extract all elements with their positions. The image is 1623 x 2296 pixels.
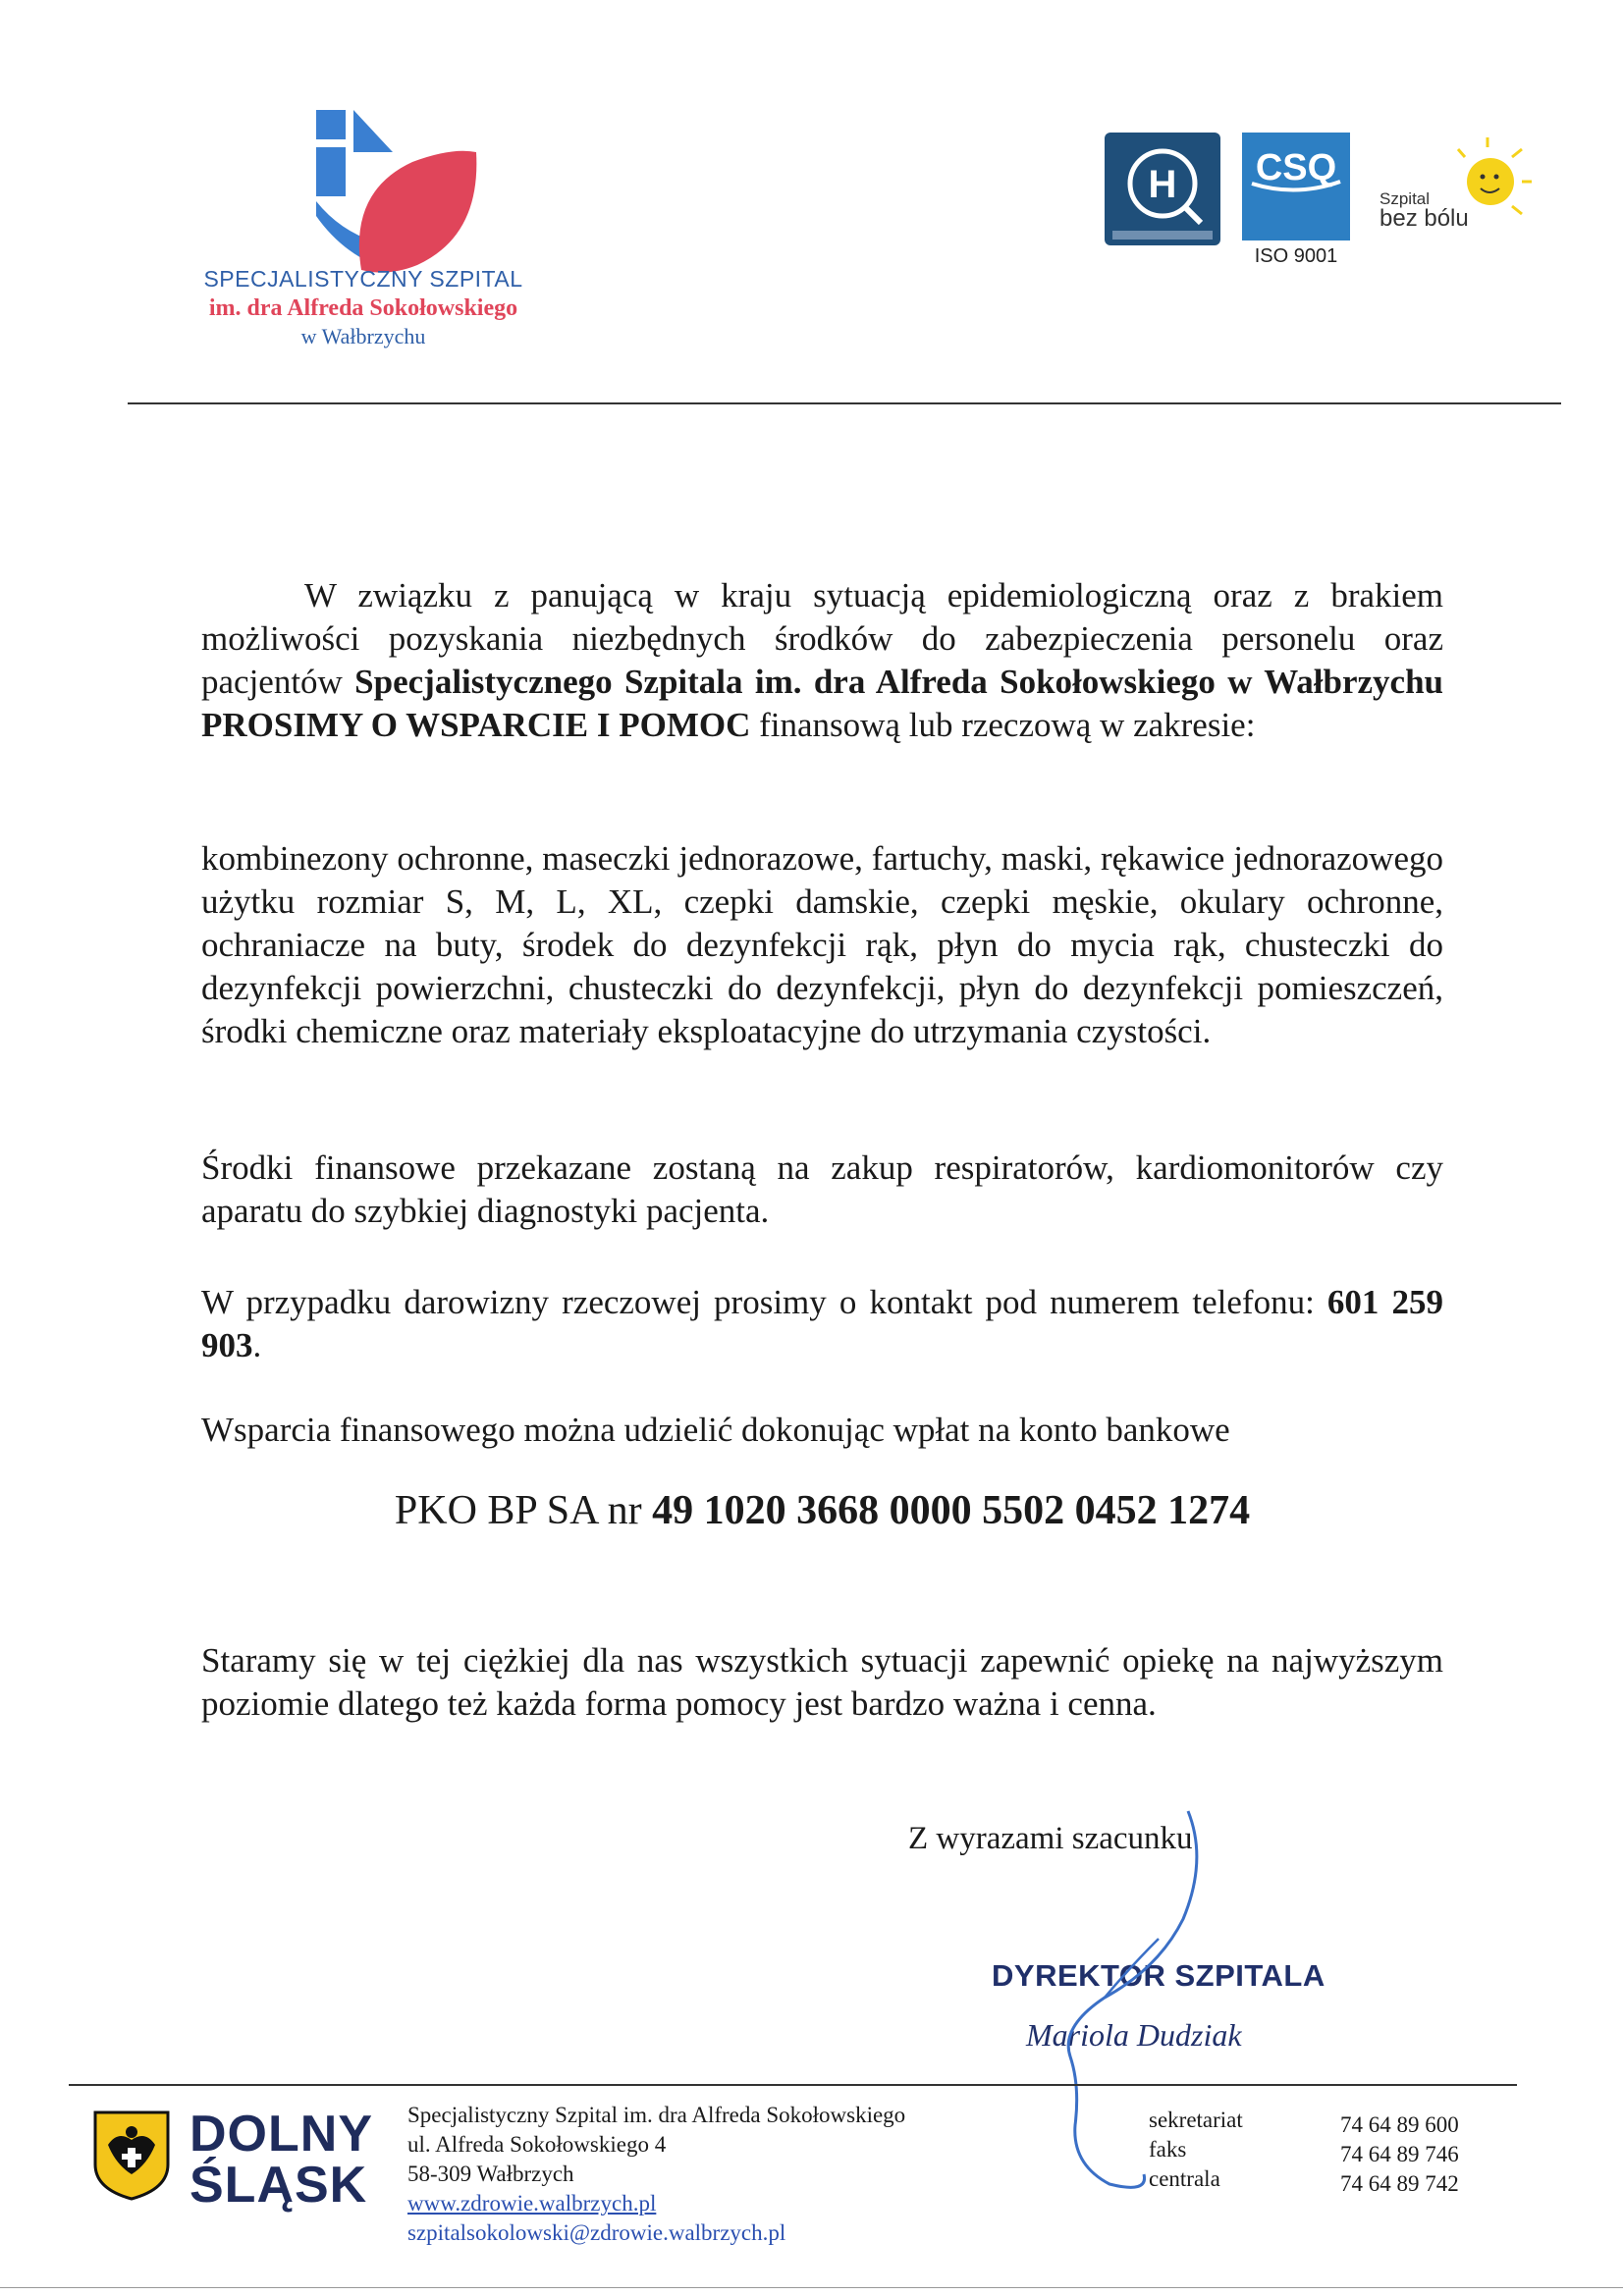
coat-of-arms-icon [93,2110,170,2201]
page-bottom-line [0,2287,1623,2288]
region-line2: ŚLĄSK [189,2157,368,2214]
bank-account [201,1487,1443,1534]
region-line1: DOLNY [189,2106,373,2163]
address-line: Specjalistyczny Szpital im. dra Alfreda Sokołowskiego [407,2103,906,2127]
contact-labels [1149,2106,1243,2194]
bank-account-number: 49 1020 3668 0000 5502 0452 1274 [652,1488,1251,1533]
bez-bolu-line2: bez bólu [1380,205,1469,232]
hospital-logo [304,98,481,275]
contact-phone: 601 259 903 [201,1283,1443,1364]
contact-text-end: . [252,1326,262,1364]
paragraph-contact [201,1281,1443,1367]
contact-number: 74 64 89 746 [1340,2142,1459,2166]
paragraph-items-list: kombinezony ochronne, maseczki jednorazowe, fartuchy, maski, rękawice jednorazowego użytku rozmiar S, M, L, XL, czepki damskie, czepki męskie, okulary ochronne, ochraniacze na buty, środek do dezynfekcji rąk, płyn do mycia rąk, chusteczki do dezynfekcji powierzchni, chusteczki do dezynfekcji, płyn do dezynfekcji pomieszczeń, środki chemiczne oraz materiały eksploatacyjne do utrzymania czystości. [201,839,1443,1050]
footer-divider [69,2084,1517,2086]
csq-logo [1242,133,1350,240]
hospital-name-line1: SPECJALISTYCZNY SZPITAL [203,266,523,292]
contact-label: centrala [1149,2166,1220,2191]
h-logo-text: H [1148,163,1177,206]
csq-logo-text: CSQ [1255,147,1337,188]
intro-text: W związku z panującą w kraju sytuacją epidemiologiczną oraz z brakiem możliwości pozyskania niezbędnych środków do zabezpieczenia personelu oraz pacjentów [201,576,1443,701]
paragraph-intro [201,574,1443,747]
address-line: ul. Alfreda Sokołowskiego 4 [407,2132,667,2157]
paragraph-closing-note: Staramy się w tej ciężkiej dla nas wszystkich sytuacji zapewnić opiekę na najwyższym poziomie dlatego też każda forma pomocy jest bardzo ważna i cenna. [201,1641,1443,1723]
contact-text: W przypadku darowizny rzeczowej prosimy o kontakt pod numerem telefonu: [201,1283,1327,1321]
hospital-name [147,265,579,349]
director-name: Mariola Dudziak [1026,2017,1242,2053]
contact-number: 74 64 89 600 [1340,2112,1459,2137]
website-link[interactable]: www.zdrowie.walbrzych.pl [407,2191,657,2216]
hospital-name-line2: im. dra Alfreda Sokołowskiego [208,294,518,321]
footer-address [407,2101,905,2248]
contact-label: sekretariat [1149,2108,1243,2132]
email-link[interactable]: szpitalsokolowski@zdrowie.walbrzych.pl [407,2220,786,2245]
region-logo [189,2106,373,2214]
regards: Z wyrazami szacunku [908,1821,1193,1856]
contact-numbers [1340,2110,1459,2199]
bank-prefix: PKO BP SA nr [394,1488,653,1533]
paragraph-bank-intro: Wsparcia finansowego można udzielić dokonując wpłat na konto bankowe [201,1411,1230,1449]
intro-bold: Specjalistycznego Szpitala im. dra Alfreda Sokołowskiego w Wałbrzychu PROSIMY O WSPARCIE I POMOC [201,663,1443,744]
address-line: 58-309 Wałbrzych [407,2162,574,2186]
contact-label: faks [1149,2137,1187,2162]
director-title: DYREKTOR SZPITALA [992,1958,1325,1993]
iso-label: ISO 9001 [1254,245,1338,267]
hospital-name-line3: w Wałbrzychu [300,323,426,348]
bez-bolu-line1: Szpital [1380,189,1431,208]
contact-number: 74 64 89 742 [1340,2171,1459,2196]
header-divider [128,402,1561,404]
intro-text-end: finansową lub rzeczową w zakresie: [750,706,1256,744]
paragraph-funds-purpose: Środki finansowe przekazane zostaną na zakup respiratorów, kardiomonitorów czy aparatu do szybkiej diagnostyki pacjenta. [201,1148,1443,1230]
bez-bolu-logo [1375,137,1532,245]
h-certificate-logo [1105,133,1220,245]
